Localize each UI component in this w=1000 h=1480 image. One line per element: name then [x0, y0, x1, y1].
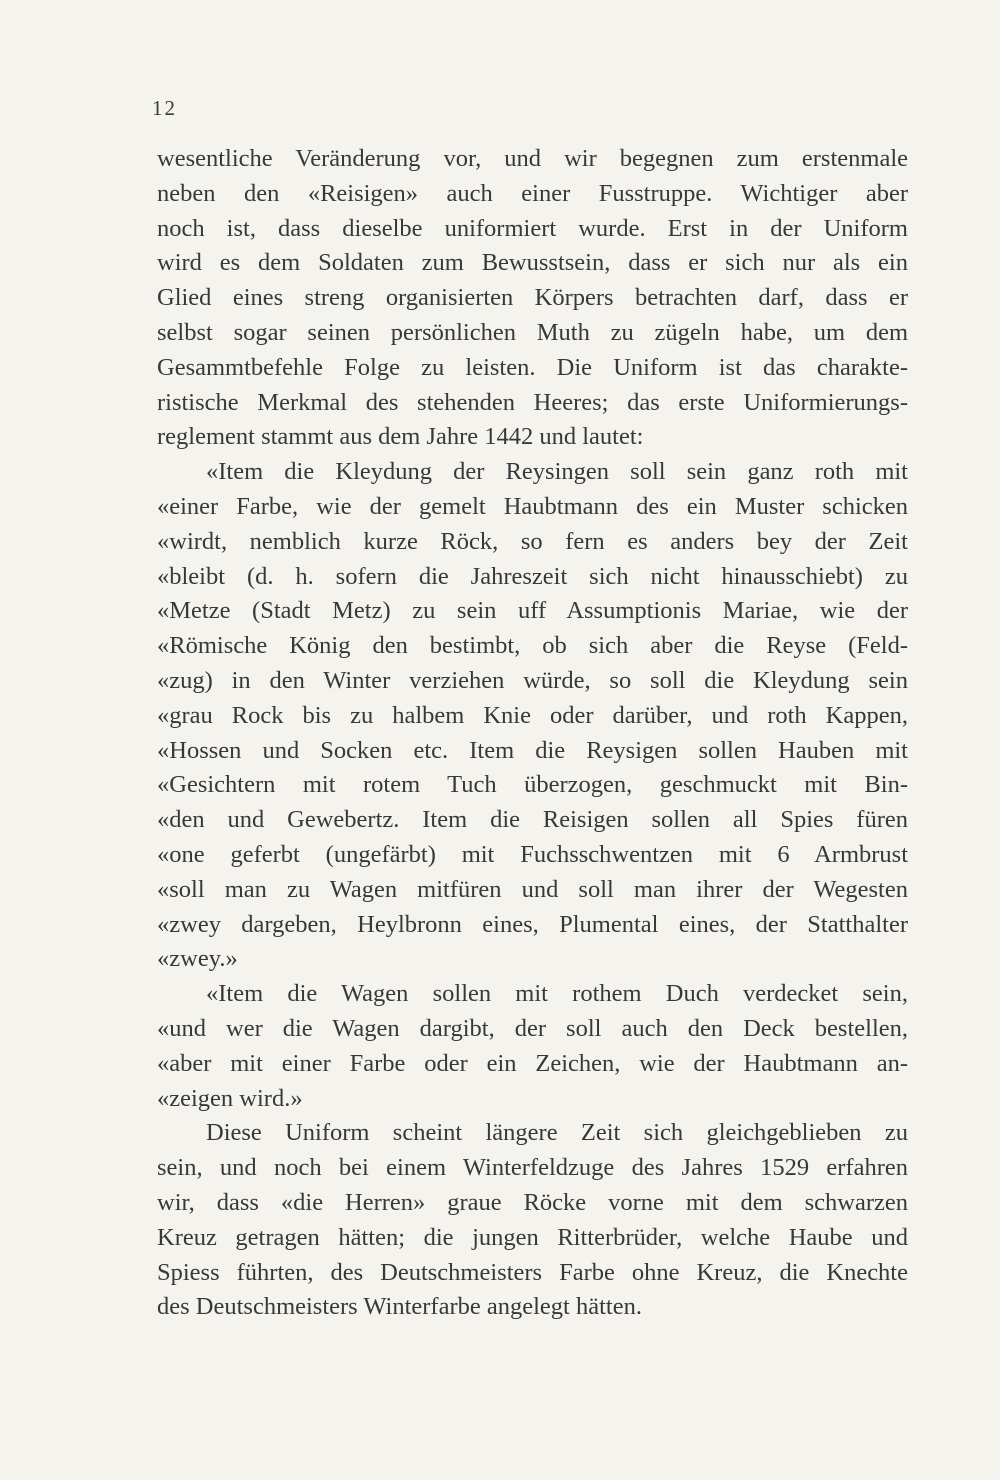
text-line: selbst sogar seinen persönlichen Muth zu zügeln habe, um dem — [157, 318, 908, 346]
text-line: «zwey.» — [157, 945, 238, 973]
text-line: «Item die Kleydung der Reysingen soll sein ganz roth mit — [206, 458, 908, 486]
text-line: «zug) in den Winter verziehen würde, so soll die Kleydung sein — [157, 666, 908, 694]
text-line: «grau Rock bis zu halbem Knie oder darüber, und roth Kappen, — [157, 701, 908, 729]
text-line: «wirdt, nemblich kurze Röck, so fern es anders bey der Zeit — [157, 527, 908, 555]
page-number: 12 — [152, 96, 177, 120]
text-line: des Deutschmeisters Winterfarbe angelegt hätten. — [157, 1293, 642, 1321]
text-line: reglement stammt aus dem Jahre 1442 und lautet: — [157, 423, 644, 451]
text-line: «Item die Wagen sollen mit rothem Duch verdecket sein, — [206, 980, 908, 1008]
text-line: wesentliche Veränderung vor, und wir begegnen zum erstenmale — [157, 145, 908, 172]
text-line: «zwey dargeben, Heylbronn eines, Plumental eines, der Statthalter — [157, 910, 908, 938]
text-line: sein, und noch bei einem Winterfeldzuge des Jahres 1529 erfahren — [157, 1154, 908, 1182]
text-line: Glied eines streng organisierten Körpers betrachten darf, dass er — [157, 284, 908, 312]
text-line: «one geferbt (ungefärbt) mit Fuchsschwentzen mit 6 Armbrust — [157, 840, 908, 868]
text-line: «einer Farbe, wie der gemelt Haubtmann des ein Muster schicken — [157, 492, 908, 520]
text-line: «aber mit einer Farbe oder ein Zeichen, wie der Haubtmann an- — [157, 1049, 908, 1077]
text-line: Spiess führten, des Deutschmeisters Farbe ohne Kreuz, die Knechte — [157, 1258, 908, 1286]
text-line: wird es dem Soldaten zum Bewusstsein, dass er sich nur als ein — [157, 249, 908, 277]
text-line: «und wer die Wagen dargibt, der soll auch den Deck bestellen, — [157, 1014, 908, 1042]
text-line: «Gesichtern mit rotem Tuch überzogen, geschmuckt mit Bin- — [157, 771, 908, 799]
text-line: «bleibt (d. h. sofern die Jahreszeit sich nicht hinausschiebt) zu — [157, 562, 908, 590]
text-line: «Römische König den bestimbt, ob sich aber die Reyse (Feld- — [157, 632, 908, 660]
text-line: neben den «Reisigen» auch einer Fusstruppe. Wichtiger aber — [157, 179, 908, 207]
text-line: «Hossen und Socken etc. Item die Reysigen sollen Hauben mit — [157, 736, 908, 764]
text-line: Gesammtbefehle Folge zu leisten. Die Uniform ist das charakte- — [157, 353, 908, 381]
text-line: «zeigen wird.» — [157, 1084, 303, 1112]
text-line: «den und Gewebertz. Item die Reisigen sollen all Spies füren — [157, 806, 908, 834]
text-line: «soll man zu Wagen mitfüren und soll man ihrer der Wegesten — [157, 875, 908, 903]
text-line: «Metze (Stadt Metz) zu sein uff Assumptionis Mariae, wie der — [157, 597, 908, 625]
body-text — [157, 142, 908, 1325]
text-line: Kreuz getragen hätten; die jungen Ritterbrüder, welche Haube und — [157, 1223, 908, 1251]
text-line: wir, dass «die Herren» graue Röcke vorne mit dem schwarzen — [157, 1188, 908, 1216]
text-line: ristische Merkmal des stehenden Heeres; das erste Uniformierungs- — [157, 388, 908, 416]
text-line: noch ist, dass dieselbe uniformiert wurde. Erst in der Uniform — [157, 214, 908, 242]
text-line: Diese Uniform scheint längere Zeit sich gleichgeblieben zu — [206, 1119, 908, 1147]
